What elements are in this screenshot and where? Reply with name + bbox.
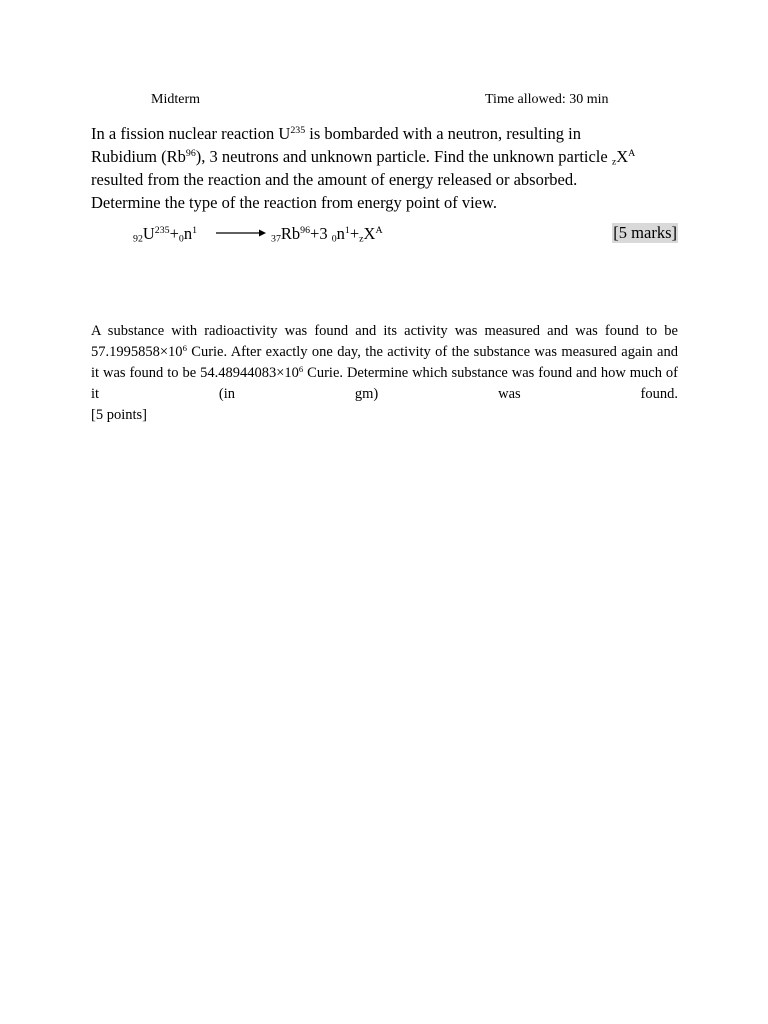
eq-sup: 1	[344, 225, 350, 237]
exam-title: Midterm	[151, 92, 200, 107]
q2-text-part: Curie. Determine which substance was found and how much of it (in gm) was found.	[91, 365, 679, 402]
q1-text-part: is bombarded with a neutron, resulting in Rubidium (Rb	[91, 124, 581, 166]
q1-text-part: ), 3 neutrons and unknown particle. Find the unknown particle	[195, 147, 612, 166]
eq-operator: +	[169, 224, 179, 243]
reaction-equation	[133, 224, 678, 248]
eq-sub: 0	[331, 233, 337, 245]
eq-sup: 1	[192, 225, 198, 237]
rubidium-mass-number: 96	[185, 148, 196, 160]
unknown-mass-number: A	[628, 148, 636, 160]
q1-text-part: In a fission nuclear reaction U	[91, 124, 291, 143]
eq-symbol: Rb	[280, 224, 301, 243]
eq-sub: 37	[271, 233, 281, 245]
eq-sub: 0	[178, 233, 184, 245]
q1-text-part: resulted from the reaction and the amount of energy released or absorbed. Determine the type of the reaction from energy point of view.	[91, 170, 578, 212]
uranium-mass-number: 235	[290, 125, 306, 137]
q2-body	[91, 321, 678, 405]
eq-sup: 96	[300, 225, 311, 237]
unknown-atomic-number: z	[611, 156, 617, 168]
activity-exponent-1: 6	[182, 342, 187, 353]
question-2-points: [5 points]	[91, 407, 147, 423]
question-1-text	[91, 122, 651, 214]
reaction-arrow-icon	[216, 228, 266, 238]
eq-sub: z	[359, 233, 364, 245]
eq-operator: +3	[310, 224, 332, 243]
eq-sup: A	[375, 225, 383, 237]
equation-products	[271, 224, 383, 244]
eq-symbol: n	[183, 224, 193, 243]
question-2-text	[91, 321, 678, 426]
eq-sup: 235	[154, 225, 170, 237]
q2-text-part: Curie. After exactly one day, the activity of the substance was measured again and it was found to be 54.48944083×10	[91, 344, 678, 381]
q2-text-part: A substance with radioactivity was found and its activity was measured and was found to be 57.1995858×10	[91, 323, 678, 360]
time-allowed: Time allowed: 30 min	[485, 92, 609, 107]
activity-exponent-2: 6	[298, 363, 304, 374]
eq-symbol: X	[363, 224, 376, 243]
eq-symbol: U	[142, 224, 155, 243]
eq-sub: 92	[133, 233, 143, 245]
equation-reactants	[133, 224, 197, 244]
unknown-symbol: X	[616, 147, 629, 166]
eq-operator: +	[349, 224, 360, 243]
question-1-marks: [5 marks]	[613, 223, 677, 242]
eq-symbol: n	[336, 224, 345, 243]
